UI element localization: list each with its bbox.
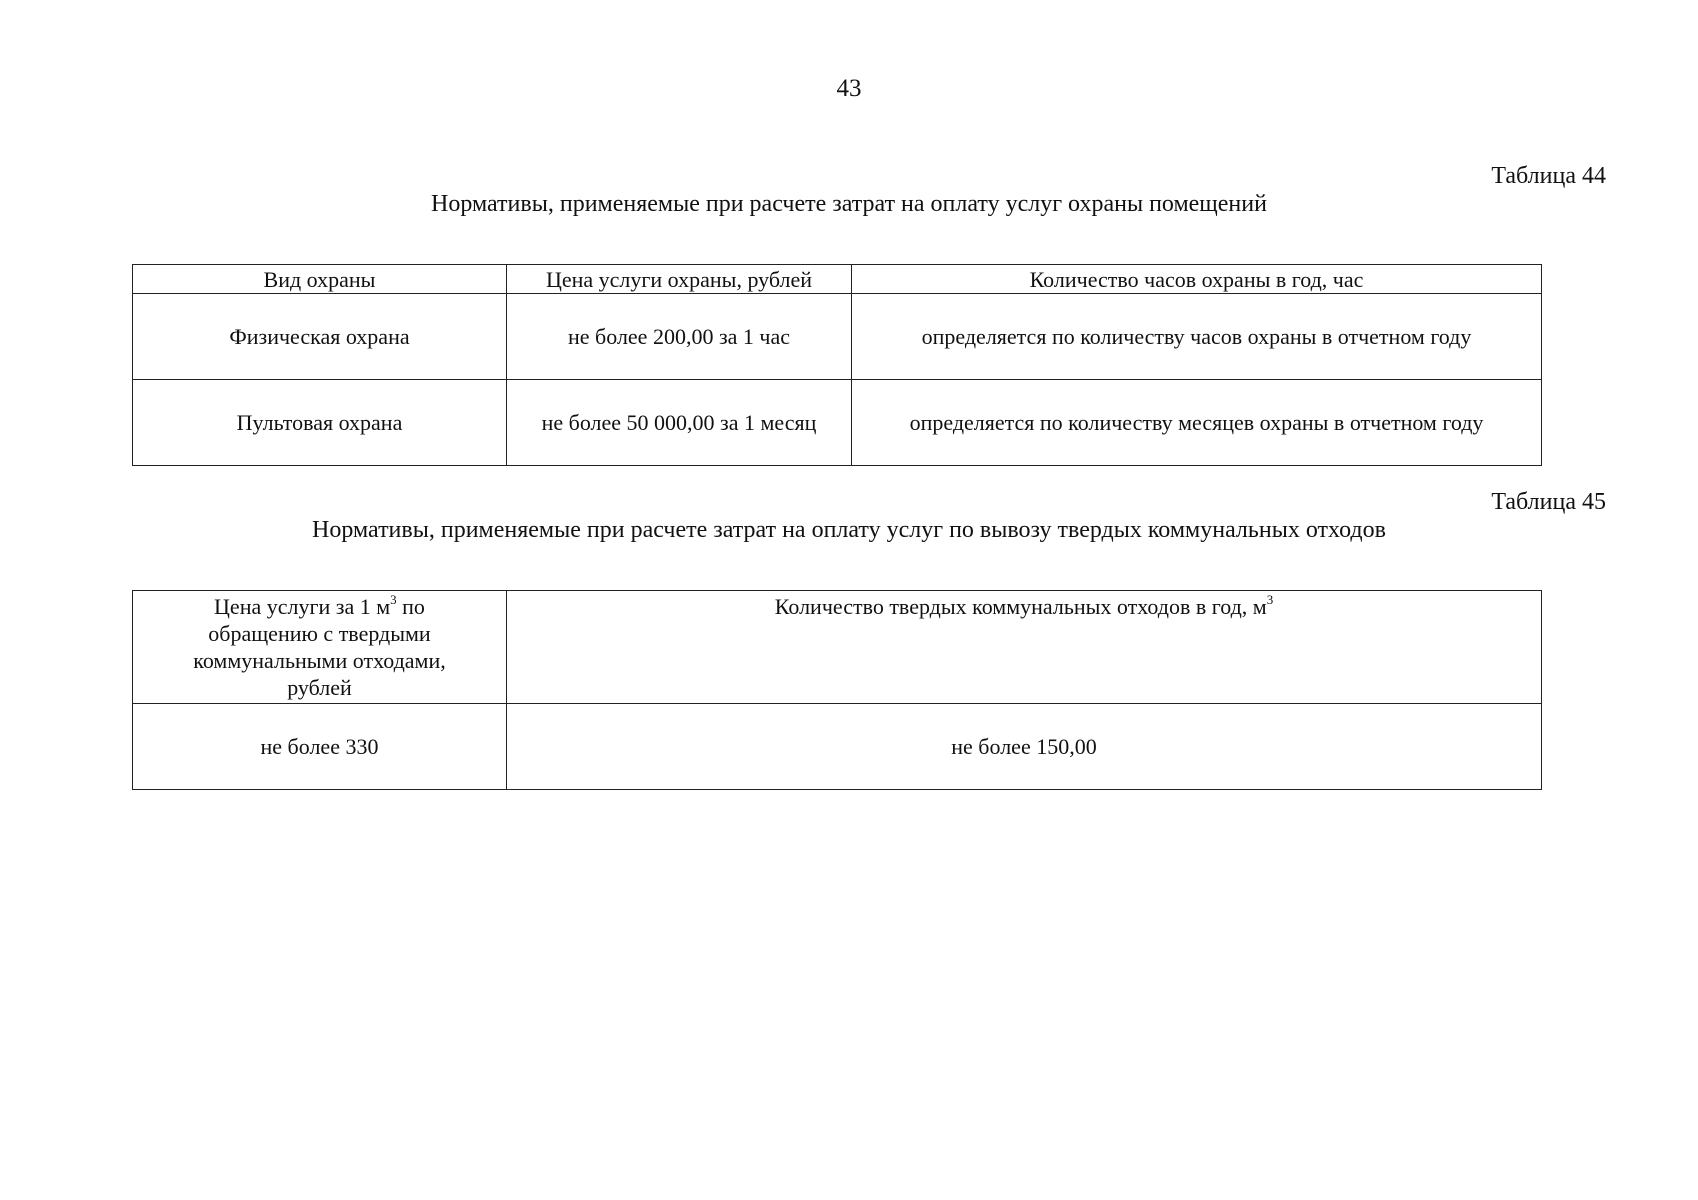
page-number: 43 [836,75,862,102]
header-text: Цена услуги за 1 м [214,594,391,619]
header-cell-protection-type: Вид охраны [133,265,507,294]
table-header-row [133,265,1542,294]
table-cell: не более 150,00 [507,704,1542,790]
table-header-row [133,591,1542,704]
table-45-title: Нормативы, применяемые при расчете затрат на оплату услуг по вывозу твердых коммунальных отходов [312,517,1386,543]
table-cell: не более 50 000,00 за 1 месяц [507,380,852,466]
table-row [133,704,1542,790]
table-row [133,294,1542,380]
superscript: 3 [1266,591,1274,607]
table-row [133,380,1542,466]
table-cell: не более 330 [133,704,507,790]
table-45 [132,590,1542,790]
table-cell: не более 200,00 за 1 час [507,294,852,380]
table-cell: определяется по количеству часов охраны в отчетном году [852,294,1542,380]
table-cell: определяется по количеству месяцев охраны в отчетном году [852,380,1542,466]
table-44-caption: Таблица 44 [1491,163,1606,189]
header-cell-price: Цена услуги охраны, рублей [507,265,852,294]
header-cell-hours: Количество часов охраны в год, час [852,265,1542,294]
table-44 [132,264,1542,466]
header-text: Количество твердых коммунальных отходов в год, м [774,594,1267,619]
table-45-caption: Таблица 45 [1491,489,1606,515]
header-text: по обращению с твердыми коммунальными отходами, рублей [193,594,446,700]
header-cell-service-price [133,591,507,704]
table-cell: Пультовая охрана [133,380,507,466]
table-cell: Физическая охрана [133,294,507,380]
table-44-title: Нормативы, применяемые при расчете затрат на оплату услуг охраны помещений [431,191,1267,217]
header-cell-waste-quantity [507,591,1542,704]
superscript: 3 [390,591,397,607]
